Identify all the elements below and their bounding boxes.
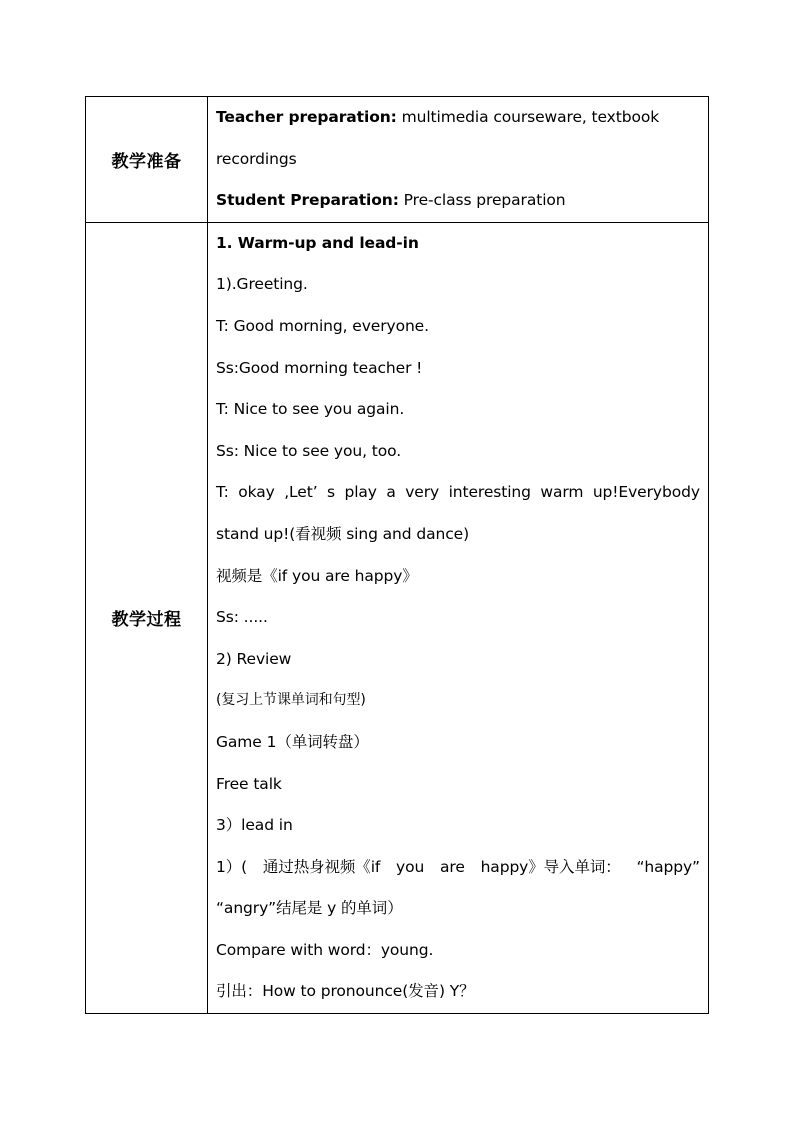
lesson-plan-table bbox=[85, 96, 709, 1014]
preparation-row bbox=[86, 97, 709, 223]
process-line-justified bbox=[216, 472, 700, 514]
process-line: 引出：How to pronounce(发音) Y？ bbox=[216, 982, 475, 1001]
teacher-preparation-value-cont: recordings bbox=[216, 149, 297, 168]
word: you bbox=[396, 857, 425, 876]
student-preparation-label: Student Preparation: bbox=[216, 191, 399, 210]
word: “happy” bbox=[636, 857, 700, 876]
process-line: T: Good morning, everyone. bbox=[216, 316, 429, 335]
process-line: stand up!(看视频 sing and dance) bbox=[216, 524, 470, 543]
teacher-preparation-line bbox=[216, 97, 700, 139]
process-line: Compare with word：young. bbox=[216, 940, 434, 959]
teacher-preparation-label: Teacher preparation: bbox=[216, 108, 397, 126]
process-line: T: Nice to see you again. bbox=[216, 400, 405, 419]
word: s bbox=[327, 483, 335, 502]
process-line: 视频是《if you are happy》 bbox=[216, 566, 418, 585]
process-line: “angry”结尾是 y 的单词） bbox=[216, 899, 403, 918]
word: a bbox=[386, 483, 396, 502]
word: very bbox=[405, 483, 440, 502]
process-line: 3）lead in bbox=[216, 816, 293, 835]
process-line: (复习上节课单词和句型) bbox=[216, 692, 366, 709]
word: ,Let’ bbox=[284, 483, 318, 502]
process-content bbox=[208, 222, 709, 1013]
section-heading: 1. Warm-up and lead-in bbox=[216, 233, 419, 252]
process-line: Ss: ..... bbox=[216, 608, 268, 627]
process-line: Ss:Good morning teacher ! bbox=[216, 358, 423, 377]
preparation-content bbox=[208, 97, 709, 223]
word: are bbox=[440, 857, 465, 876]
process-row bbox=[86, 222, 709, 1013]
process-line-justified bbox=[216, 847, 700, 889]
word: okay bbox=[238, 483, 275, 502]
process-line: Game 1（单词转盘） bbox=[216, 732, 369, 751]
preparation-label: 教学准备 bbox=[86, 97, 208, 223]
process-line: Free talk bbox=[216, 774, 282, 793]
process-line: Ss: Nice to see you, too. bbox=[216, 441, 402, 460]
word: happy》导入单词： bbox=[480, 857, 621, 876]
word: up!Everybody bbox=[592, 483, 700, 502]
word: play bbox=[344, 483, 377, 502]
word: 通过热身视频《if bbox=[262, 857, 381, 876]
process-line: 1).Greeting. bbox=[216, 275, 308, 294]
process-label: 教学过程 bbox=[86, 222, 208, 1013]
word: 1）( bbox=[216, 857, 248, 876]
word: warm bbox=[540, 483, 584, 502]
teacher-preparation-value: multimedia courseware, textbook bbox=[396, 108, 660, 126]
process-line: 2) Review bbox=[216, 649, 292, 668]
word: T: bbox=[216, 483, 229, 502]
student-preparation-value: Pre-class preparation bbox=[398, 191, 566, 210]
word: interesting bbox=[448, 483, 531, 502]
student-preparation-line bbox=[216, 180, 700, 222]
